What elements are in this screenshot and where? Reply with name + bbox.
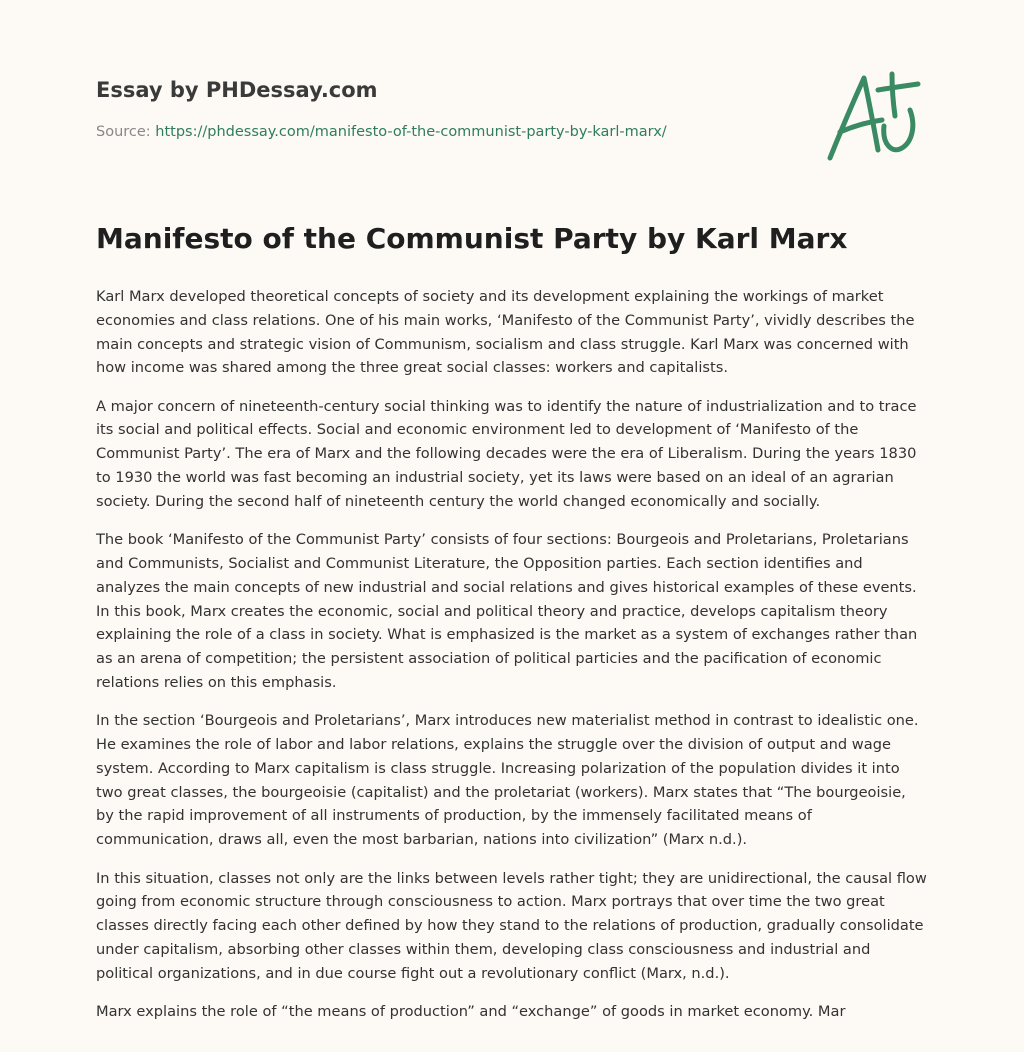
- site-brand: Essay by PHDessay.com: [96, 78, 378, 102]
- paragraph: Marx explains the role of “the means of production” and “exchange” of goods in market economy. Mar: [96, 1003, 846, 1021]
- paragraph: In the section ‘Bourgeois and Proletarians’, Marx introduces new materialist method in contrast to idealistic one. He examines the role of labor and labor relations, explains the struggle over the division of output and wage system. According to Marx capitalism is class struggle. Increasing polarization of the population divides it into two great classes, the bourgeoisie (capitalist) and the proletariat (workers). Marx states that “The bourgeoisie, by the rapid improvement of all instruments of production, by the immensely facilitated means of communication, draws all, even the most barbarian, nations into civilization” (Marx n.d.).: [96, 712, 919, 849]
- paragraph: Karl Marx developed theoretical concepts of society and its development explaining the workings of market economies and class relations. One of his main works, ‘Manifesto of the Communist Party’, vividly describes the main concepts and strategic vision of Communism, socialism and class struggle. Karl Marx was concerned with how income was shared among the three great social classes: workers and capitalists.: [96, 288, 915, 377]
- paragraph: A major concern of nineteenth-century social thinking was to identify the nature of industrialization and to trace its social and political effects. Social and economic environment led to development of ‘Manifesto of the Communist Party’. The era of Marx and the following decades were the era of Liberalism. During the years 1830 to 1930 the world was fast becoming an industrial society, yet its laws were based on an ideal of an agrarian society. During the second half of nineteenth century the world changed economically and socially.: [96, 397, 917, 510]
- paragraph: In this situation, classes not only are the links between levels rather tight; they are unidirectional, the causal flow going from economic structure through consciousness to action. Marx portrays that over time the two great classes directly facing each other defined by how they stand to the relations of production, gradually consolidate under capitalism, absorbing other classes within them, developing class consciousness and industrial and political organizations, and in due course fight out a revolutionary conflict (Marx, n.d.).: [96, 869, 927, 982]
- source-label: Source:: [96, 124, 151, 140]
- a-plus-grade-icon: [820, 66, 930, 166]
- essay-body: [96, 285, 928, 1038]
- source-link[interactable]: https://phdessay.com/manifesto-of-the-communist-party-by-karl-marx/: [155, 124, 667, 140]
- source-line: [96, 124, 667, 140]
- essay-title: Manifesto of the Communist Party by Karl Marx: [96, 222, 848, 255]
- paragraph: The book ‘Manifesto of the Communist Party’ consists of four sections: Bourgeois and Proletarians, Proletarians and Communists, Socialist and Communist Literature, the Opposition parties. Each section identifies and analyzes the main concepts of new industrial and social relations and gives historical examples of these events. In this book, Marx creates the economic, social and political theory and practice, develops capitalism theory explaining the role of a class in society. What is emphasized is the market as a system of exchanges rather than as an arena of competition; the persistent association of political particies and the pacification of economic relations relies on this emphasis.: [96, 531, 918, 691]
